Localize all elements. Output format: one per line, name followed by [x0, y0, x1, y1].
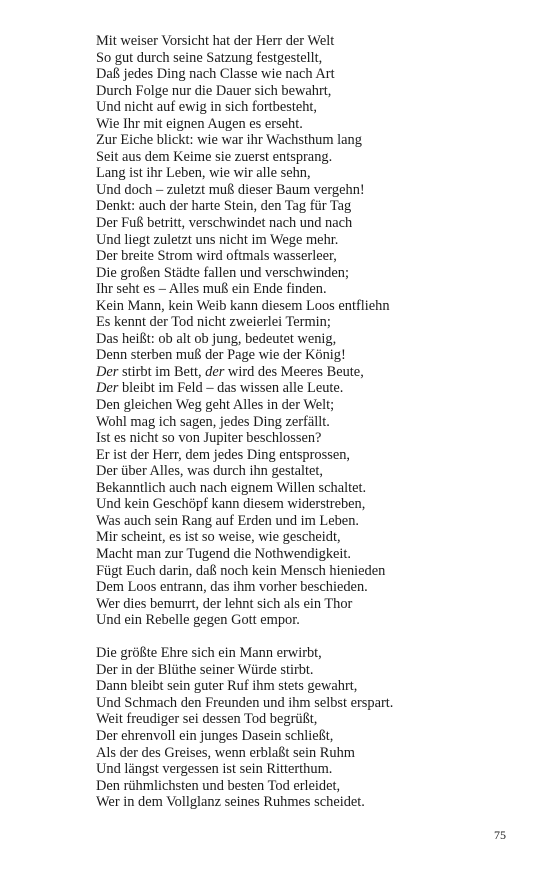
- text-run: Die größte Ehre sich ein Mann erwirbt,: [96, 645, 322, 662]
- text-run: Macht man zur Tugend die Nothwendigkeit.: [96, 545, 351, 562]
- verse-line: [96, 380, 516, 397]
- verse-line: [96, 678, 516, 695]
- text-run: Den gleichen Weg geht Alles in der Welt;: [96, 397, 335, 414]
- text-run: Und Schmach den Freunden und ihm selbst erspart.: [96, 694, 394, 711]
- stanza: [96, 33, 516, 629]
- verse-line: [96, 447, 516, 464]
- emphasized-word: der: [205, 363, 225, 380]
- verse-line: [96, 695, 516, 712]
- text-run: Ihr seht es – Alles muß ein Ende finden.: [96, 281, 327, 298]
- emphasized-word: Der: [96, 363, 119, 380]
- text-run: Der in der Blüthe seiner Würde stirbt.: [96, 661, 314, 678]
- text-run: Was auch sein Rang auf Erden und im Leben.: [96, 512, 359, 529]
- verse-line: [96, 463, 516, 480]
- text-run: Lang ist ihr Leben, wie wir alle sehn,: [96, 165, 311, 182]
- text-run: Ist es nicht so von Jupiter beschlossen?: [96, 430, 322, 447]
- text-run: Denkt: auch der harte Stein, den Tag für Tag: [96, 198, 352, 215]
- verse-line: [96, 198, 516, 215]
- text-run: Es kennt der Tod nicht zweierlei Termin;: [96, 314, 331, 331]
- verse-line: [96, 761, 516, 778]
- verse-line: [96, 265, 516, 282]
- text-run: Der Fuß betritt, verschwindet nach und nach: [96, 215, 353, 232]
- verse-line: [96, 132, 516, 149]
- verse-line: [96, 215, 516, 232]
- text-run: Er ist der Herr, dem jedes Ding entsprossen,: [96, 446, 350, 463]
- verse-line: [96, 563, 516, 580]
- verse-line: [96, 414, 516, 431]
- verse-line: [96, 281, 516, 298]
- text-run: Und nicht auf ewig in sich fortbesteht,: [96, 99, 318, 116]
- text-run: Daß jedes Ding nach Classe wie nach Art: [96, 66, 335, 83]
- verse-line: [96, 645, 516, 662]
- verse-line: [96, 496, 516, 513]
- verse-line: [96, 50, 516, 67]
- verse-line: [96, 83, 516, 100]
- text-run: Und längst vergessen ist sein Ritterthum.: [96, 761, 333, 778]
- text-run: wird des Meeres Beute,: [224, 363, 364, 380]
- poem-text: [96, 33, 516, 811]
- text-run: Kein Mann, kein Weib kann diesem Loos entfliehn: [96, 297, 390, 314]
- verse-line: [96, 430, 516, 447]
- stanza: [96, 645, 516, 810]
- verse-line: [96, 232, 516, 249]
- text-run: Die großen Städte fallen und verschwinden;: [96, 264, 349, 281]
- text-run: Wohl mag ich sagen, jedes Ding zerfällt.: [96, 413, 330, 430]
- verse-line: [96, 165, 516, 182]
- verse-line: [96, 612, 516, 629]
- verse-line: [96, 596, 516, 613]
- text-run: Wer in dem Vollglanz seines Ruhmes scheidet.: [96, 794, 365, 811]
- text-run: Das heißt: ob alt ob jung, bedeutet wenig,: [96, 330, 337, 347]
- page-number: 75: [494, 828, 506, 842]
- verse-line: [96, 711, 516, 728]
- text-run: Zur Eiche blickt: wie war ihr Wachsthum lang: [96, 132, 362, 149]
- verse-line: [96, 347, 516, 364]
- verse-line: [96, 794, 516, 811]
- text-run: bleibt im Feld – das wissen alle Leute.: [118, 380, 344, 397]
- verse-line: [96, 33, 516, 50]
- verse-line: [96, 66, 516, 83]
- verse-line: [96, 182, 516, 199]
- text-run: Mir scheint, es ist so weise, wie gescheidt,: [96, 529, 341, 546]
- text-run: Den rühmlichsten und besten Tod erleidet,: [96, 777, 341, 794]
- text-run: Und kein Geschöpf kann diesem widerstreben,: [96, 496, 366, 513]
- verse-line: [96, 397, 516, 414]
- verse-line: [96, 579, 516, 596]
- verse-line: [96, 149, 516, 166]
- emphasized-word: Der: [96, 380, 119, 397]
- text-run: Der breite Strom wird oftmals wasserleer,: [96, 248, 337, 265]
- verse-line: [96, 364, 516, 381]
- verse-line: [96, 99, 516, 116]
- verse-line: [96, 728, 516, 745]
- verse-line: [96, 248, 516, 265]
- text-run: Durch Folge nur die Dauer sich bewahrt,: [96, 82, 332, 99]
- text-run: Als der des Greises, wenn erblaßt sein Ruhm: [96, 744, 355, 761]
- text-run: Wer dies bemurrt, der lehnt sich als ein Thor: [96, 595, 353, 612]
- text-run: Wie Ihr mit eignen Augen es erseht.: [96, 115, 303, 132]
- verse-line: [96, 513, 516, 530]
- text-run: Seit aus dem Keime sie zuerst entsprang.: [96, 148, 333, 165]
- text-run: stirbt im Bett,: [118, 363, 206, 380]
- text-run: Der über Alles, was durch ihn gestaltet,: [96, 463, 323, 480]
- text-run: Und liegt zuletzt uns nicht im Wege mehr.: [96, 231, 339, 248]
- text-run: So gut durch seine Satzung festgestellt,: [96, 49, 323, 66]
- text-run: Dem Loos entrann, das ihm vorher beschieden.: [96, 579, 368, 596]
- text-run: Bekanntlich auch nach eignem Willen schaltet.: [96, 479, 367, 496]
- verse-line: [96, 662, 516, 679]
- text-run: Mit weiser Vorsicht hat der Herr der Welt: [96, 33, 335, 49]
- verse-line: [96, 745, 516, 762]
- verse-line: [96, 778, 516, 795]
- text-run: Denn sterben muß der Page wie der König!: [96, 347, 346, 364]
- verse-line: [96, 116, 516, 133]
- verse-line: [96, 480, 516, 497]
- text-run: Dann bleibt sein guter Ruf ihm stets gewahrt,: [96, 678, 358, 695]
- text-run: Fügt Euch darin, daß noch kein Mensch hienieden: [96, 562, 386, 579]
- verse-line: [96, 546, 516, 563]
- text-run: Und ein Rebelle gegen Gott empor.: [96, 612, 300, 629]
- verse-line: [96, 529, 516, 546]
- verse-line: [96, 331, 516, 348]
- verse-line: [96, 298, 516, 315]
- text-run: Weit freudiger sei dessen Tod begrüßt,: [96, 711, 318, 728]
- text-run: Und doch – zuletzt muß dieser Baum vergehn!: [96, 181, 365, 198]
- text-run: Der ehrenvoll ein junges Dasein schließt,: [96, 728, 334, 745]
- verse-line: [96, 314, 516, 331]
